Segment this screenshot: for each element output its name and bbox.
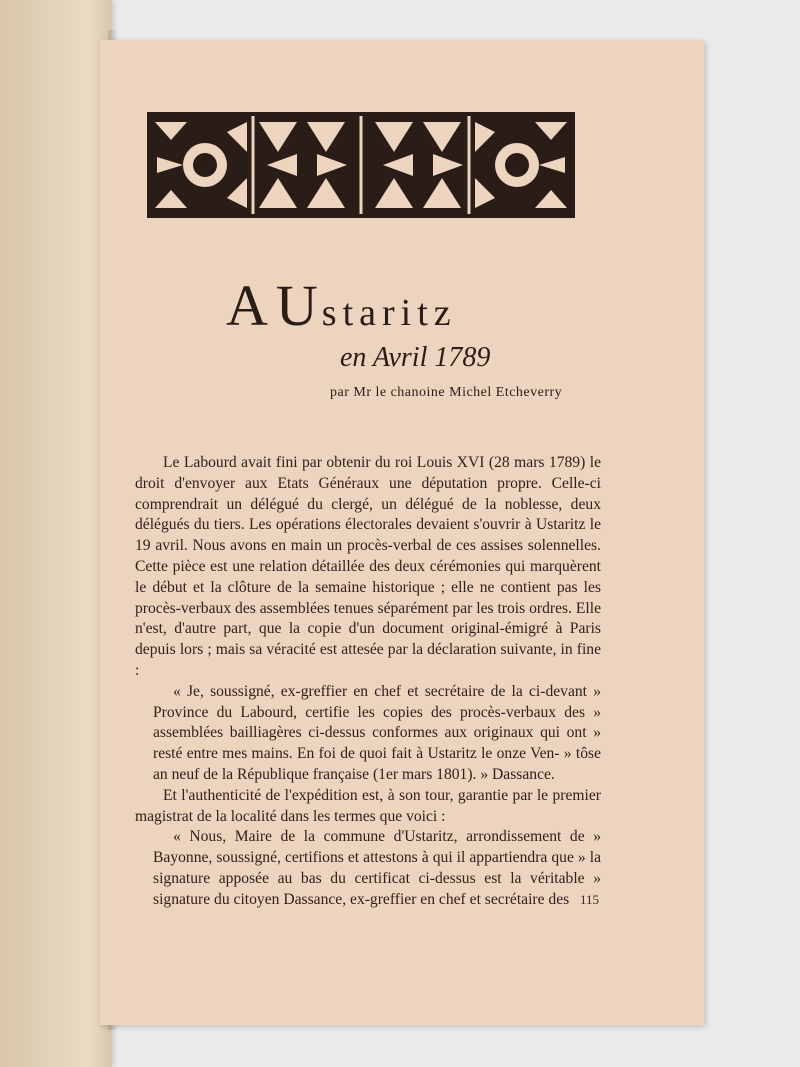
book-page — [100, 40, 704, 1025]
paragraph-authenticity: Et l'authenticité de l'expédition est, à son tour, garantie par le premier magistrat de la localité dans les termes que voici : — [135, 786, 601, 825]
page-subtitle: en Avril 1789 — [340, 342, 491, 373]
ornamental-header-band — [147, 112, 575, 218]
paragraph-quote-greffier: « Je, soussigné, ex-greffier en chef et secrétaire de la ci-devant » Province du Labourd, certifie les copies des procès-verbaux des » assemblées bailliagères ci-dessus conformes aux originaux qui ont » resté entre mes mains. En foi de quoi fait à Ustaritz le onze Ven- » tôse an neuf de la République française (1er mars 1801). » Dassance. — [153, 682, 601, 783]
page-title — [226, 272, 646, 352]
paragraph-intro: Le Labourd avait fini par obtenir du roi Louis XVI (28 mars 1789) le droit d'envoyer aux Etats Généraux une députation propre. Celle-ci comprendrait un délégué du clergé, un délégué de la noblesse, deux délégués du tiers. Les opérations électorales devaient s'ouvrir à Ustaritz le 19 avril. Nous avons en main un procès-verbal de ces assises solennelles. Cette pièce est une relation détaillée des deux cérémonies qui marquèrent le début et la clôture de la semaine historique ; elle ne contient pas les procès-verbaux des assemblées tenues séparément par les trois ordres. Elle n'est, d'autre part, que la copie d'un document original-émigré à Paris depuis lors ; mais sa véracité est attesée par la déclaration suivante, in fine : — [135, 454, 601, 679]
author-byline: par Mr le chanoine Michel Etcheverry — [330, 385, 563, 400]
title-word-first-letter: U — [275, 273, 322, 338]
title-word-rest: staritz — [321, 292, 457, 334]
page-number: 115 — [580, 892, 600, 907]
title-initial-a: A — [226, 273, 272, 338]
article-body — [135, 453, 601, 911]
paragraph-quote-maire: « Nous, Maire de la commune d'Ustaritz, arrondissement de » Bayonne, soussigné, certifions et attestons à qui il appartiendra que » la signature apposée au bas du certificat ci-dessus est la véritable » signature du citoyen Dassance, ex-greffier en chef et secrétaire des — [153, 828, 601, 908]
facing-page-edge — [0, 0, 112, 1067]
